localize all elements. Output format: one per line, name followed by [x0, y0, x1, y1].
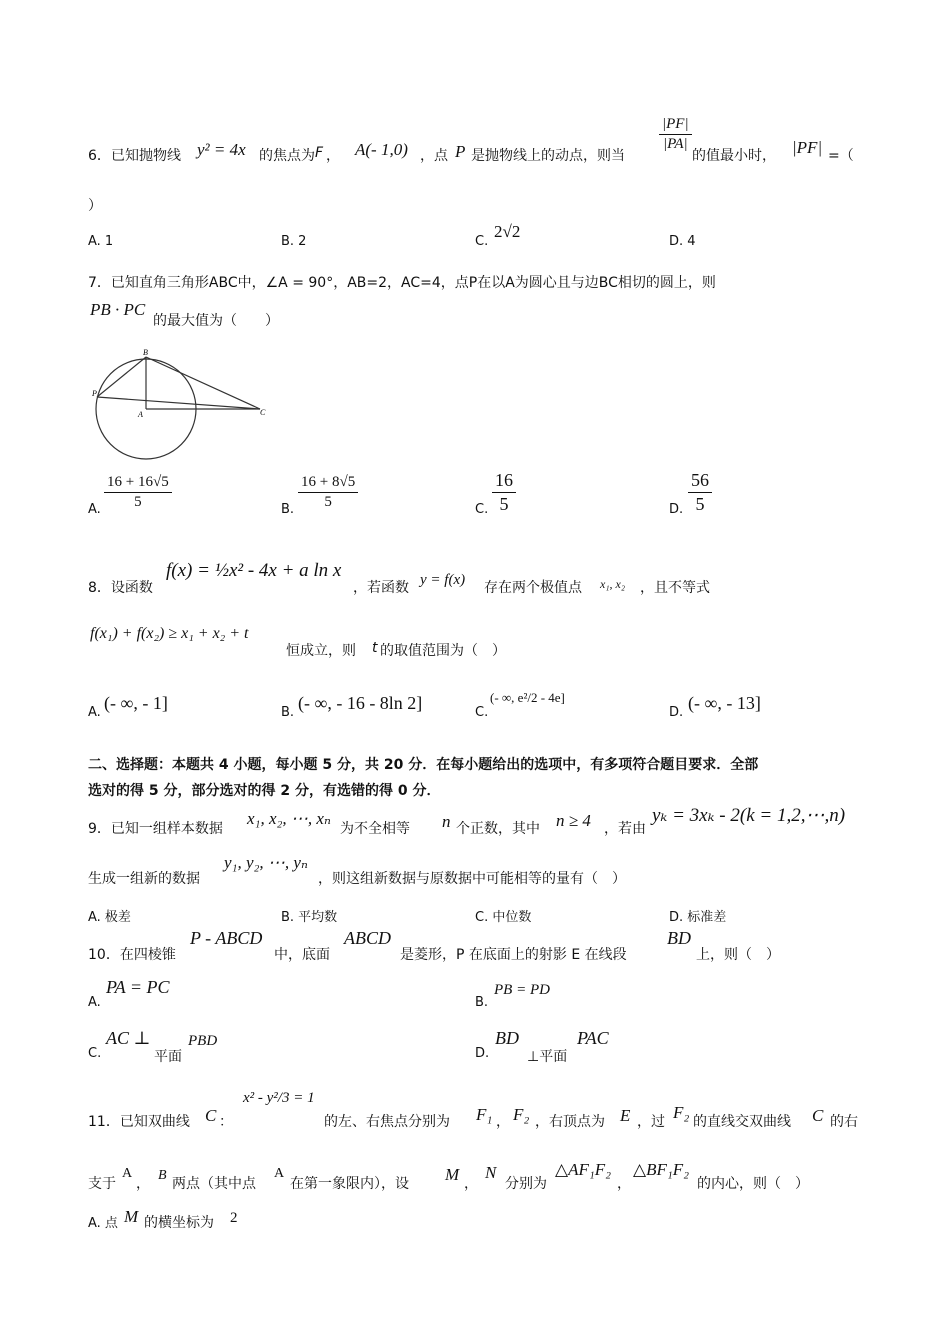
- q10-option-d-plane-name: PAC: [577, 1028, 609, 1048]
- q10-text: 上，则（ ）: [696, 947, 780, 963]
- q7-option-d-label: D.: [669, 502, 684, 517]
- q6-ratio-denominator: |PA|: [662, 136, 688, 152]
- q7-segment-bc: [146, 357, 260, 409]
- q11-text: 的左、右焦点分别为: [324, 1114, 450, 1130]
- q6-text: 是抛物线上的动点，则当: [471, 148, 625, 164]
- q9-option-b: B. 平均数: [281, 910, 338, 925]
- q7-option-c-denominator: 5: [499, 494, 509, 514]
- q11-f2: F₂: [673, 1103, 690, 1122]
- q7-figure: [88, 345, 278, 470]
- q10-option-b: PB = PD: [494, 982, 550, 998]
- q6-comma: ，: [326, 148, 340, 164]
- q6-parabola-eq: y² = 4x: [197, 140, 246, 159]
- q10-option-c-label: C.: [88, 1046, 102, 1061]
- q10-segment-bd: BD: [667, 928, 691, 948]
- q10-option-c-plane: 平面: [154, 1049, 182, 1065]
- q7-option-c-fraction: [492, 470, 516, 515]
- q6-option-c: C.: [475, 234, 489, 249]
- q9-sample-data: x₁, x₂, ⋯, xₙ: [247, 809, 331, 828]
- q8-y-equals-fx: y = f(x): [420, 572, 466, 588]
- q9-text: ，若由: [604, 821, 646, 837]
- q11-text: 的内心，则（ ）: [697, 1176, 809, 1192]
- q7-option-a-label: A.: [88, 502, 101, 517]
- q9-text: ，则这组新数据与原数据中可能相等的量有（ ）: [318, 871, 626, 887]
- q10-option-d-plane: ⊥平面: [527, 1049, 568, 1065]
- q8-text: 恒成立，则: [286, 643, 356, 659]
- q8-text: 存在两个极值点: [484, 580, 582, 596]
- q11-vertex-e: E: [620, 1106, 631, 1125]
- q6-option-b: B. 2: [281, 234, 307, 249]
- q7-option-c-label: C.: [475, 502, 489, 517]
- q9-condition: n ≥ 4: [556, 811, 591, 830]
- q7-label-b: B: [143, 348, 148, 357]
- q11-triangle-af1f2: △AF₁F₂: [555, 1160, 612, 1179]
- q10-option-b-label: B.: [475, 995, 489, 1010]
- q10-option-c-expr: AC ⊥: [106, 1028, 151, 1048]
- q7-stem-line2: 的最大值为（ ）: [153, 313, 279, 329]
- q7-label-c: C: [260, 408, 266, 417]
- q11-text: 的直线交双曲线: [693, 1114, 791, 1130]
- q7-option-a-fraction: [104, 474, 172, 511]
- q11-sep: ，: [496, 1114, 510, 1130]
- q8-option-b-value: (- ∞, - 16 - 8ln 2]: [298, 693, 423, 713]
- q11-text: 的右: [830, 1114, 858, 1130]
- q7-option-b-label: B.: [281, 502, 295, 517]
- q11-point-a: A: [122, 1166, 133, 1181]
- q11-option-a-text: 的横坐标为: [144, 1215, 214, 1231]
- q8-text: 的取值范围为（ ）: [380, 643, 506, 659]
- q6-point-p: P: [455, 142, 466, 161]
- q7-stem-line1: 7．已知直角三角形ABC中，∠A = 90°，AB=2，AC=4，点P在以A为圆心且与边BC相切的圆上，则: [88, 275, 716, 291]
- q11-text: 分别为: [505, 1176, 547, 1192]
- q9-option-d: D. 标准差: [669, 910, 727, 925]
- q10-pyramid: P - ABCD: [190, 928, 263, 948]
- q7-vector-expr: PB · PC: [90, 300, 146, 319]
- q11-text: 两点（其中点: [172, 1176, 256, 1192]
- q10-option-a-label: A.: [88, 995, 101, 1010]
- q11-sep: ，: [617, 1176, 631, 1192]
- q11-f2: F₂: [513, 1105, 530, 1124]
- q11-colon: ：: [219, 1114, 233, 1130]
- q8-text: ，若函数: [353, 580, 409, 596]
- q10-option-d-label: D.: [475, 1046, 490, 1061]
- q11-text: 支于: [88, 1176, 116, 1192]
- q8-function: f(x) = ½x² - 4x + a ln x: [166, 560, 342, 581]
- q6-close-paren: ）: [88, 198, 102, 214]
- q7-option-d-denominator: 5: [695, 494, 705, 514]
- q6-text: 的焦点为: [259, 148, 315, 164]
- q9-option-a: A. 极差: [88, 910, 131, 925]
- q10-base: ABCD: [344, 928, 391, 948]
- q8-inequality: f(x₁) + f(x₂) ≥ x₁ + x₂ + t: [90, 625, 249, 642]
- q11-triangle-bf1f2: △BF₁F₂: [633, 1160, 690, 1179]
- q11-sep: ，: [136, 1176, 150, 1192]
- q6-focus: F: [315, 145, 324, 161]
- q8-text: 8．设函数: [88, 580, 153, 596]
- q8-t: t: [372, 640, 378, 656]
- q9-text: 9．已知一组样本数据: [88, 821, 223, 837]
- q6-option-d: D. 4: [669, 234, 696, 249]
- q6-option-a: A. 1: [88, 234, 114, 249]
- q10-text: 是菱形，P 在底面上的射影 E 在线段: [400, 947, 627, 963]
- section2-heading-line1: 二、选择题：本题共 4 小题，每小题 5 分，共 20 分．在每小题给出的选项中，有多项符合题目要求．全部: [88, 757, 759, 773]
- q9-n: n: [442, 812, 451, 831]
- q6-number: 6．: [88, 148, 111, 164]
- q6-ratio-fraction: [659, 116, 692, 153]
- q7-option-c-numerator: 16: [492, 470, 516, 493]
- q11-point-n: N: [485, 1163, 497, 1182]
- section2-heading-line2: 选对的得 5 分，部分选对的得 2 分，有选错的得 0 分．: [88, 783, 441, 799]
- q6-option-c-value: 2√2: [494, 222, 521, 241]
- q8-text: ，且不等式: [640, 580, 710, 596]
- q11-text: 11．已知双曲线: [88, 1114, 190, 1130]
- q7-option-b-denominator: 5: [324, 494, 332, 510]
- q9-option-c: C. 中位数: [475, 910, 532, 925]
- q11-curve-c: C: [812, 1106, 824, 1125]
- q8-option-b-label: B.: [281, 705, 295, 720]
- q7-option-d-fraction: [688, 470, 712, 515]
- q11-text: ，过: [637, 1114, 665, 1130]
- q11-point-a: A: [274, 1166, 285, 1181]
- q8-option-c-value: (- ∞, e²/2 - 4e]: [490, 690, 565, 705]
- q7-label-p: P: [92, 389, 97, 398]
- q8-option-d-label: D.: [669, 705, 684, 720]
- q9-new-data: y₁, y₂, ⋯, yₙ: [224, 853, 308, 872]
- q11-hyperbola-eq: x² - y²/3 = 1: [243, 1090, 315, 1106]
- q10-text: 10．在四棱锥: [88, 947, 176, 963]
- q6-text: ，点: [420, 148, 448, 164]
- q10-option-d-expr: BD: [495, 1028, 519, 1048]
- q9-text: 为不全相等: [340, 821, 410, 837]
- q11-option-a-m: M: [124, 1207, 139, 1226]
- q8-option-a-label: A.: [88, 705, 101, 720]
- q10-option-a: PA = PC: [106, 977, 170, 997]
- q10-text: 中，底面: [274, 947, 330, 963]
- q6-text: =（: [828, 148, 854, 164]
- q8-option-c-label: C.: [475, 705, 489, 720]
- q9-text: 个正数，其中: [456, 821, 540, 837]
- q6-point-a: A(- 1,0): [355, 140, 408, 159]
- q11-option-a-label: A. 点: [88, 1216, 118, 1231]
- q6-abs-pf: |PF|: [792, 138, 823, 157]
- q10-option-c-plane-name: PBD: [188, 1033, 218, 1049]
- q6-text: 的值最小时，: [692, 148, 776, 164]
- q7-label-a: A: [138, 410, 143, 419]
- q11-curve-c: C: [205, 1106, 217, 1125]
- q11-point-b: B: [158, 1168, 167, 1183]
- q7-option-a-numerator: 16 + 16√5: [104, 474, 172, 493]
- q9-formula: yₖ = 3xₖ - 2(k = 1,2,⋯,n): [652, 805, 846, 826]
- q7-segment-pc: [97, 397, 260, 409]
- q11-point-m: M: [445, 1165, 460, 1184]
- q8-x1-x2: x₁, x₂: [600, 577, 625, 591]
- q7-option-b-fraction: [298, 474, 358, 511]
- q11-text: 在第一象限内），设: [290, 1176, 409, 1192]
- q6-ratio-numerator: |PF|: [659, 116, 692, 135]
- q7-option-b-numerator: 16 + 8√5: [298, 474, 358, 493]
- q11-f1: F₁: [476, 1105, 493, 1124]
- q11-text: ，右顶点为: [535, 1114, 605, 1130]
- q7-option-d-numerator: 56: [688, 470, 712, 493]
- q7-segment-pb: [97, 357, 146, 397]
- q6-text: 已知抛物线: [111, 148, 181, 164]
- q11-option-a-value: 2: [230, 1210, 238, 1226]
- q8-option-a-value: (- ∞, - 1]: [104, 693, 168, 713]
- q7-option-a-denominator: 5: [134, 494, 142, 510]
- q9-text: 生成一组新的数据: [88, 871, 200, 887]
- q8-option-d-value: (- ∞, - 13]: [688, 693, 761, 713]
- q11-sep: ，: [464, 1176, 478, 1192]
